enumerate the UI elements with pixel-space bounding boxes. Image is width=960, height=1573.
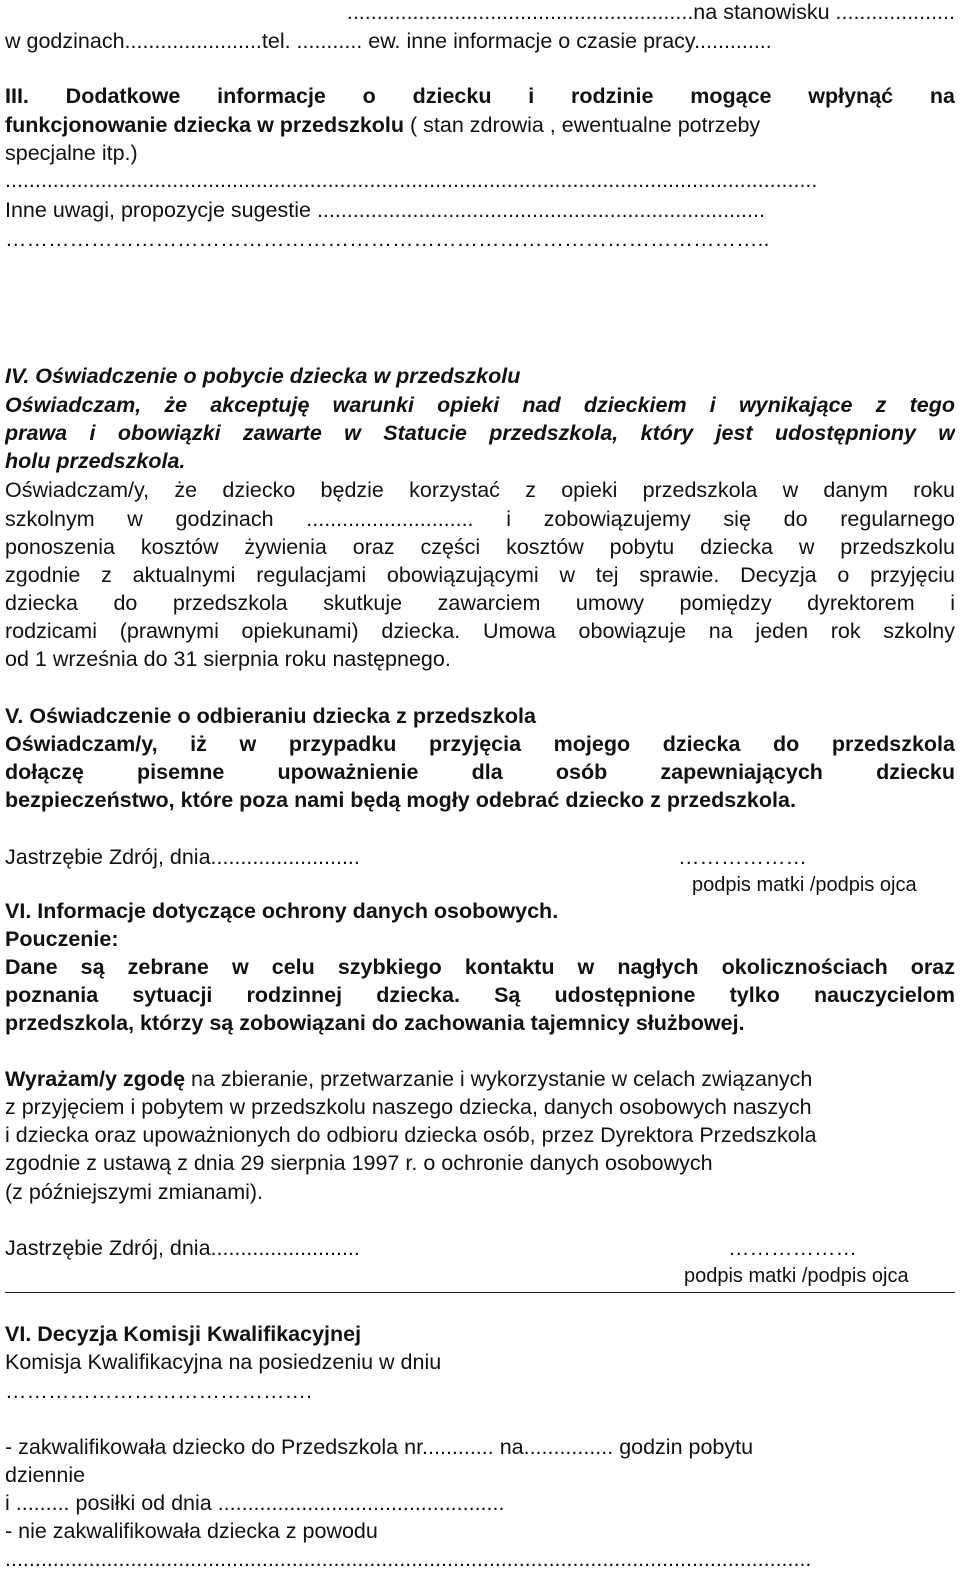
section-7-line-6: - nie zakwalifikowała dziecka z powodu [5,1519,378,1543]
signature-dots-1: ……………… [678,845,807,869]
section-3-remarks: Inne uwagi, propozycje sugestie ........................................................................... [5,198,765,222]
section-4-heading: IV. Oświadczenie o pobycie dziecka w przedszkolu [5,364,521,388]
section-7-line-4: dziennie [5,1463,86,1487]
consent-bold: Wyrażam/y zgodę [5,1067,186,1091]
section-7-heading: VI. Decyzja Komisji Kwalifikacyjnej [5,1322,362,1346]
section-4-p1-line-1: Oświadczam, że akceptuję warunki opieki nad dzieckiem i wynikające z tego [5,393,955,417]
pouczenie-label: Pouczenie: [5,927,119,951]
consent-line-4: zgodnie z ustawą z dnia 29 sierpnia 1997 r. o ochronie danych osobowych [5,1151,713,1175]
consent-rest: na zbieranie, przetwarzanie i wykorzystanie w celach związanych [185,1067,813,1091]
section-4-p2-line-7: od 1 września do 31 sierpnia roku następnego. [5,647,451,671]
section-4-p2-line-5: dziecka do przedszkola skutkuje zawarciem umowy pomiędzy dyrektorem i [5,591,955,615]
section-3-bold-text: funkcjonowanie dziecka w przedszkolu [5,113,405,137]
section-6-heading: VI. Informacje dotyczące ochrony danych osobowych. [5,899,559,923]
section-4-p2-line-3: ponoszenia kosztów żywienia oraz części kosztów pobytu dziecka w przedszkolu [5,535,955,559]
section-7-line-2: ……………………………………. [5,1379,312,1403]
section-7-line-5: i ......... posiłki od dnia ................................................ [5,1491,505,1515]
section-4-p1-line-3: holu przedszkola. [5,449,186,473]
section-6-bold-line-2: poznania sytuacji rodzinnej dziecka. Są udostępnione tylko nauczycielom [5,983,955,1007]
section-5-line-2: dołączę pisemne upoważnienie dla osób zapewniających dziecku [5,760,955,784]
section-3-dots-2: …………………………………………………………………………………………….. [5,227,770,251]
section-5-heading: V. Oświadczenie o odbieraniu dziecka z przedszkola [5,704,536,728]
section-3-line-2 [5,111,955,139]
top-line-1: ..........................................................na stanowisku .................... [346,0,955,24]
section-5-line-3: bezpieczeństwo, które poza nami będą mogły odebrać dziecko z przedszkola. [5,788,796,812]
section-4-p1-line-2: prawa i obowiązki zawarte w Statucie przedszkola, który jest udostępniony w [5,421,955,445]
section-3-heading: III. Dodatkowe informacje o dziecku i rodzinie mogące wpłynąć na [5,84,955,108]
section-4-p2-line-1: Oświadczam/y, że dziecko będzie korzystać z opieki przedszkola w danym roku [5,478,955,502]
section-5-line-1: Oświadczam/y, iż w przypadku przyjęcia mojego dziecka do przedszkola [5,732,955,756]
section-4-p2-line-4: zgodnie z aktualnymi regulacjami obowiązującymi w tej sprawie. Decyzja o przyjęciu [5,563,955,587]
section-6-bold-line-3: przedszkola, którzy są zobowiązani do zachowania tajemnicy służbowej. [5,1011,745,1035]
consent-line-5: (z późniejszymi zmianami). [5,1180,264,1204]
consent-line-2: z przyjęciem i pobytem w przedszkolu naszego dziecka, danych osobowych naszych [5,1095,812,1119]
section-divider [5,1292,955,1293]
place-date-1: Jastrzębie Zdrój, dnia......................... [5,845,360,869]
signature-label-1: podpis matki /podpis ojca [692,874,917,896]
section-7-line-7: ....................................................................................................................................... [5,1547,812,1571]
consent-line-1 [5,1065,955,1093]
section-3-rest-text: ( stan zdrowia , ewentualne potrzeby [404,113,761,137]
section-7-line-1: Komisja Kwalifikacyjna na posiedzeniu w dniu [5,1350,442,1374]
section-3-line-3: specjalne itp.) [5,141,138,165]
section-4-p2-line-6: rodzicami (prawnymi opiekunami) dziecka. Umowa obowiązuje na jeden rok szkolny [5,619,955,643]
signature-label-2: podpis matki /podpis ojca [684,1265,909,1287]
signature-dots-2: ……………… [728,1236,857,1260]
top-line-2: w godzinach.......................tel. ........... ew. inne informacje o czasie pracy............. [5,29,772,53]
section-6-bold-line-1: Dane są zebrane w celu szybkiego kontaktu w nagłych okolicznościach oraz [5,955,955,979]
section-3-dots: ........................................................................................................................................ [5,168,818,192]
section-7-line-3: - zakwalifikowała dziecko do Przedszkola nr............ na............... godzin pobytu [5,1435,754,1459]
consent-line-3: i dziecka oraz upoważnionych do odbioru dziecka osób, przez Dyrektora Przedszkola [5,1123,817,1147]
section-4-p2-line-2: szkolnym w godzinach ............................ i zobowiązujemy się do regularnego [5,507,955,531]
place-date-2: Jastrzębie Zdrój, dnia......................... [5,1236,360,1260]
